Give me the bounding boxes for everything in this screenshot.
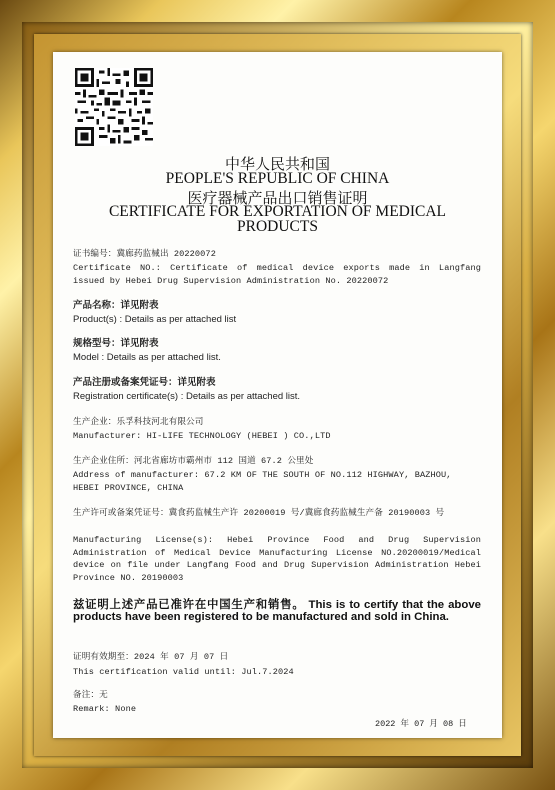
country-title-cn: 中华人民共和国 bbox=[224, 157, 330, 173]
certificate-paper bbox=[53, 52, 502, 738]
certificate-no-en: Certificate NO.: Certificate of medical device exports made in Langfang issued by Hebei Drug Supervision Administration No. 20220072 bbox=[73, 263, 481, 286]
statement-cn: 兹证明上述产品已准许在中国生产和销售。 bbox=[73, 599, 305, 611]
statement bbox=[73, 599, 481, 623]
validity-en: This certification valid until: Jul.7.2024 bbox=[73, 667, 294, 677]
address-cn: 生产企业住所：河北省廊坊市霸州市 112 国道 67.2 公里处 bbox=[73, 456, 314, 466]
issue-date: 2022 年 07 月 08 日 bbox=[375, 719, 467, 729]
address-en: Address of manufacturer: 67.2 KM OF THE SOUTH OF NO.112 HIGHWAY, BAZHOU, HEBEI PROVINCE, CHINA bbox=[73, 470, 452, 493]
model-en: Model : Details as per attached list. bbox=[73, 352, 221, 363]
registration-cn: 产品注册或备案凭证号：详见附表 bbox=[73, 377, 216, 388]
license-cn: 生产许可或备案凭证号：冀食药监械生产许 20200019 号/冀廊食药监械生产备 20190003 号 bbox=[73, 508, 445, 518]
product-name-en: Product(s) : Details as per attached list bbox=[73, 314, 237, 325]
certificate-no-cn: 证书编号：冀廊药监械出 20220072 bbox=[73, 249, 216, 259]
qr-code-icon bbox=[75, 68, 153, 146]
statement-en: This is to certify that the above products have been registered to be manufactured and sold in China. bbox=[73, 599, 481, 624]
manufacturer-cn: 生产企业：乐孚科技河北有限公司 bbox=[73, 417, 204, 427]
country-title-en: PEOPLE'S REPUBLIC OF CHINA bbox=[165, 170, 390, 187]
remark-en: Remark: None bbox=[73, 704, 137, 714]
model-cn: 规格型号：详见附表 bbox=[73, 338, 159, 349]
product-name-cn: 产品名称：详见附表 bbox=[73, 300, 159, 311]
validity-cn: 证明有效期至：2024 年 07 月 07 日 bbox=[73, 652, 229, 662]
manufacturer-en: Manufacturer: HI-LIFE TECHNOLOGY (HEBEI ) CO.,LTD bbox=[73, 431, 331, 441]
remark-cn: 备注：无 bbox=[73, 690, 108, 700]
license-en: Manufacturing License(s): Hebei Province Food and Drug Supervision Administration of Medical Device Manufacturing License NO.20200019/Medical device on file under Langfang Food and Drug Supervision Administration Hebei Province NO. 20190003 bbox=[73, 535, 481, 583]
registration-en: Registration certificate(s) : Details as per attached list. bbox=[73, 391, 301, 402]
certificate-title-cn: 医疗器械产品出口销售证明 bbox=[187, 191, 368, 207]
certificate-title-en: CERTIFICATE FOR EXPORTATION OF MEDICAL PRODUCTS bbox=[108, 203, 447, 235]
